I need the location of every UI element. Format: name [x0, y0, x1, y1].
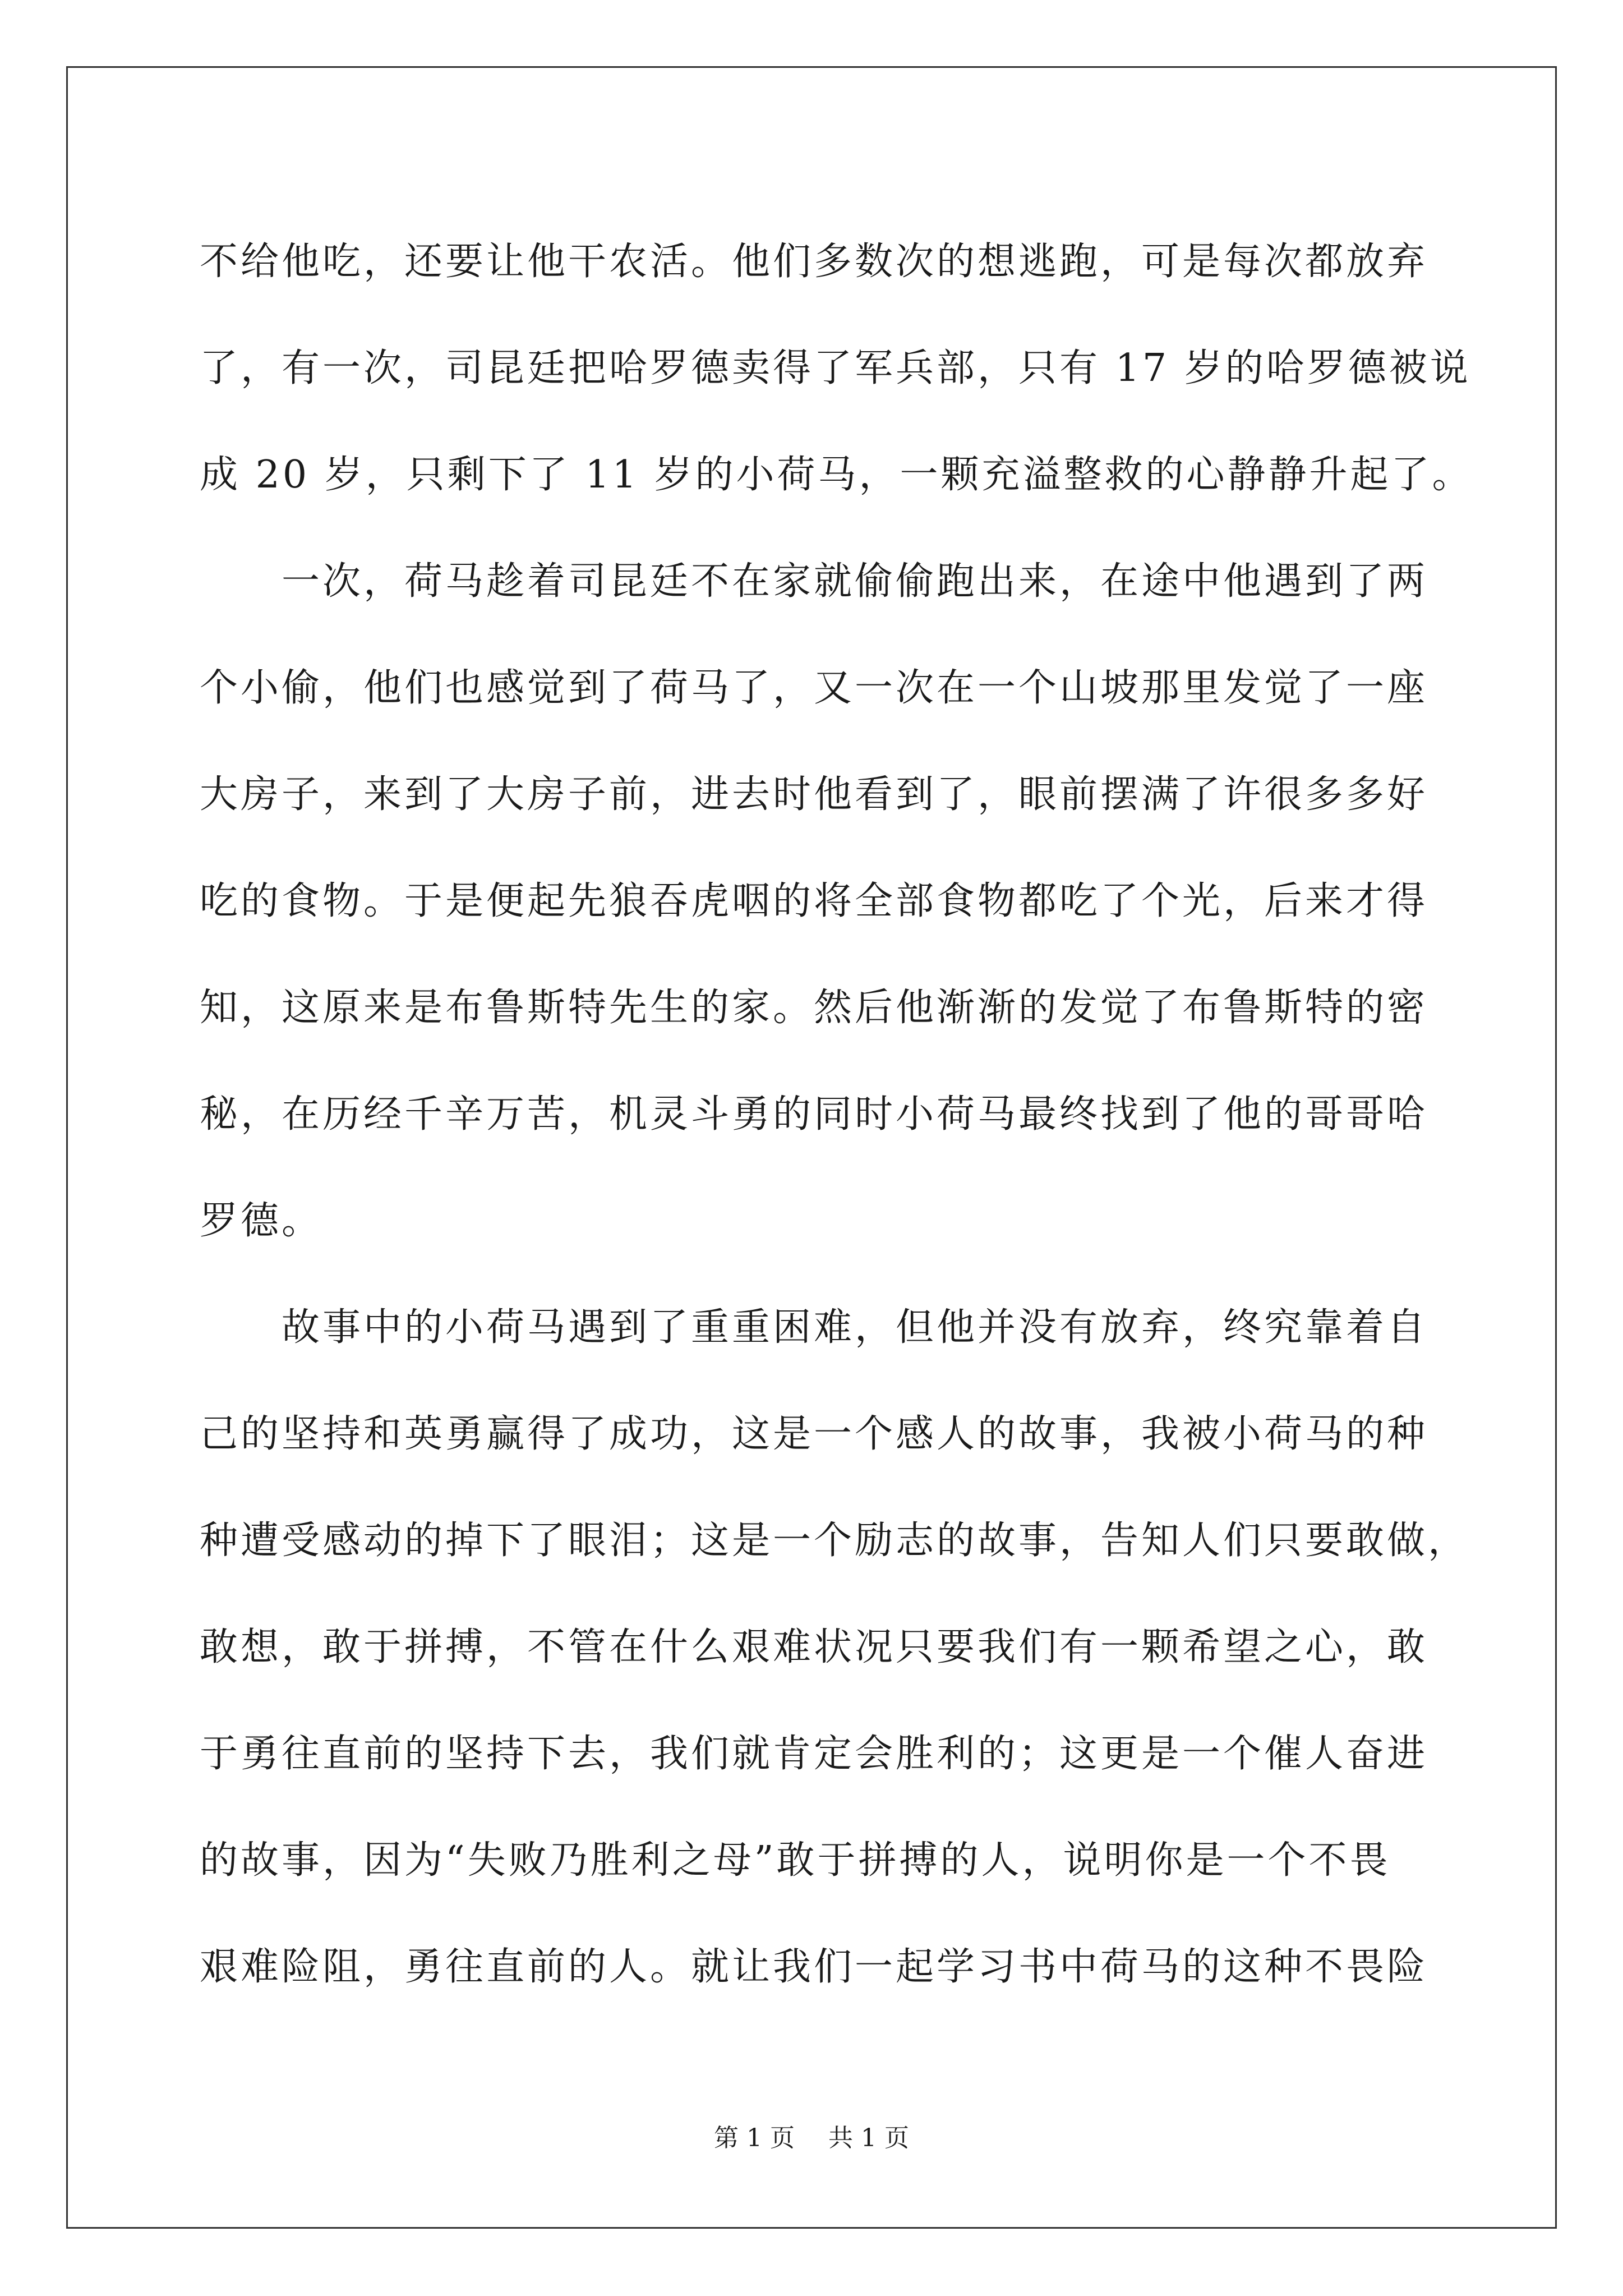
text-line: 于勇往直前的坚持下去，我们就肯定会胜利的；这更是一个催人奋进 — [200, 1732, 1428, 1776]
text-line: 不给他吃，还要让他干农活。他们多数次的想逃跑，可是每次都放弃 — [200, 240, 1428, 284]
text-line: 罗德。 — [200, 1199, 323, 1243]
text-line: 一次，荷马趁着司昆廷不在家就偷偷跑出来，在途中他遇到了两 — [200, 559, 1428, 604]
page-number: 第 1 页 — [714, 2124, 795, 2152]
document-body — [200, 209, 1473, 2021]
text-line: 种遭受感动的掉下了眼泪；这是一个励志的故事，告知人们只要敢做， — [200, 1519, 1469, 1563]
text-line: 秘，在历经千辛万苦，机灵斗勇的同时小荷马最终找到了他的哥哥哈 — [200, 1092, 1428, 1137]
text-line: 敢想，敢于拼搏，不管在什么艰难状况只要我们有一颗希望之心，敢 — [200, 1625, 1428, 1669]
page-footer — [0, 2122, 1623, 2155]
text-line: 的故事，因为“失败乃胜利之母”敢于拼搏的人，说明你是一个不畏 — [200, 1838, 1391, 1883]
text-line: 故事中的小荷马遇到了重重困难，但他并没有放弃，终究靠着自 — [200, 1305, 1428, 1350]
text-line: 知，这原来是布鲁斯特先生的家。然后他渐渐的发觉了布鲁斯特的密 — [200, 986, 1428, 1030]
text-line: 成 20 岁，只剩下了 11 岁的小荷马，一颗充溢整救的心静静升起了。 — [200, 453, 1473, 497]
text-line: 个小偷，他们也感觉到了荷马了，又一次在一个山坡那里发觉了一座 — [200, 666, 1428, 710]
text-line: 大房子，来到了大房子前，进去时他看到了，眼前摆满了许很多多好 — [200, 772, 1428, 817]
page-total: 共 1 页 — [828, 2124, 909, 2152]
text-line: 了，有一次，司昆廷把哈罗德卖得了军兵部，只有 17 岁的哈罗德被说 — [200, 346, 1471, 390]
text-line: 己的坚持和英勇赢得了成功，这是一个感人的故事，我被小荷马的种 — [200, 1412, 1428, 1456]
text-line: 艰难险阻，勇往直前的人。就让我们一起学习书中荷马的这种不畏险 — [200, 1945, 1428, 1989]
text-line: 吃的食物。于是便起先狼吞虎咽的将全部食物都吃了个光，后来才得 — [200, 879, 1428, 923]
